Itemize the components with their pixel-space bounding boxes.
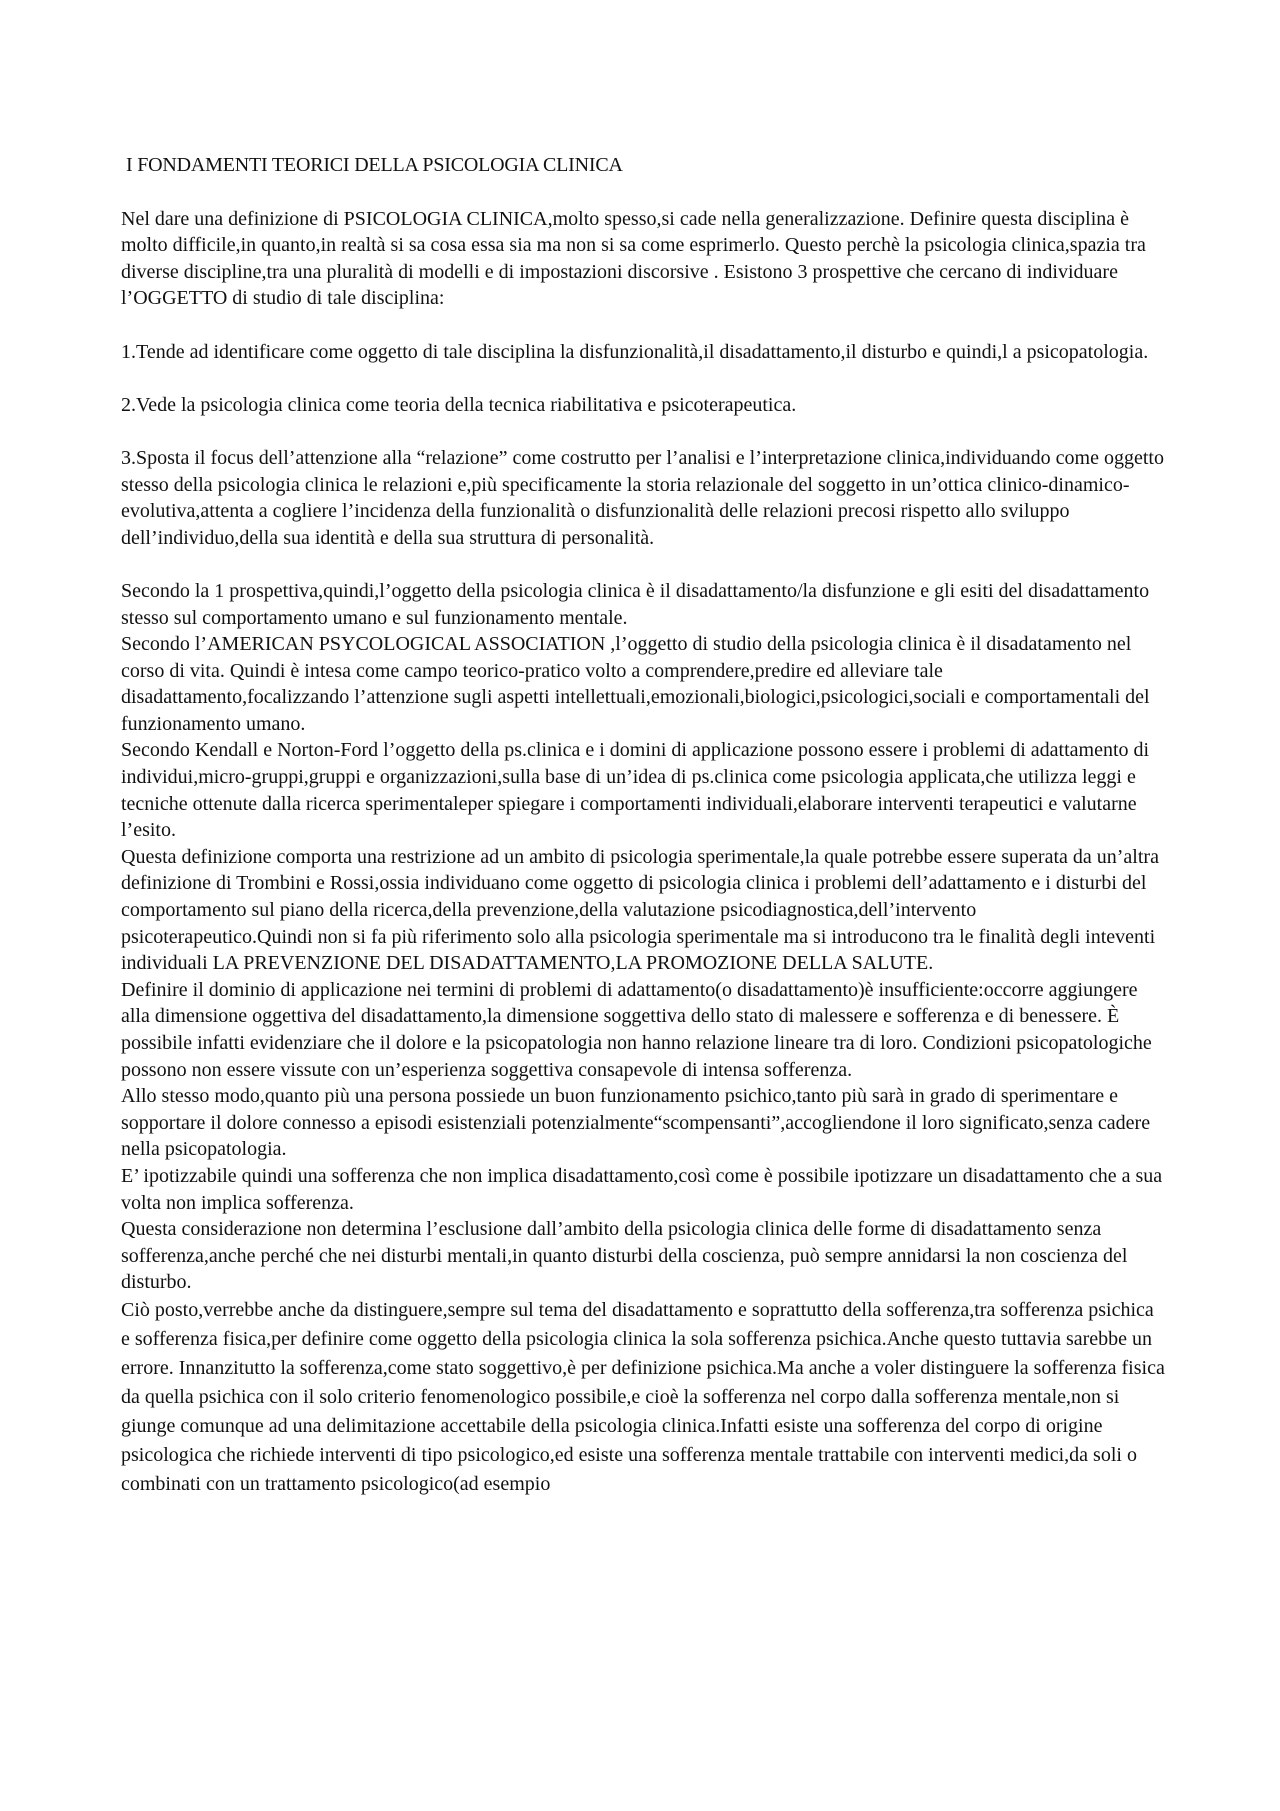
document-title: I FONDAMENTI TEORICI DELLA PSICOLOGIA CLINICA [126,154,623,176]
perspective-1-paragraph: 1.Tende ad identificare come oggetto di tale disciplina la disfunzionalità,il disadattamento,il disturbo e quindi,l a psicopatologia. [121,340,1149,363]
apa-definition-paragraph: Secondo l’AMERICAN PSYCOLOGICAL ASSOCIATION ,l’oggetto di studio della psicologia clinica è il disadatamento nel corso di vita. Quindi è intesa come campo teorico-pratico volto a comprendere,predire ed alleviare tale disadattamento,focalizzando l’attenzione sugli aspetti intellettuali,emozionali,biologici,psicologici,sociali e comportamentali del funzionamento umano. [121,633,1150,735]
physical-psychic-suffering-paragraph: Ciò posto,verrebbe anche da distinguere,sempre sul tema del disadattamento e soprattutto della sofferenza,tra sofferenza psichica e sofferenza fisica,per definire come oggetto della psicologia clinica la sola sofferenza psichica.Anche questo tuttavia sarebbe un errore. Innanzitutto la sofferenza,come stato soggettivo,è per definizione psichica.Ma anche a voler distinguere la sofferenza fisica da quella psichica con il solo criterio fenomenologico possibile,e cioè la sofferenza nel corpo dalla sofferenza mentale,non si giunge comunque ad una delimitazione accettabile della psicologia clinica.Infatti esiste una sofferenza del corpo di origine psicologica che richiede interventi di tipo psicologico,ed esiste una sofferenza mentale trattabile con interventi medici,da soli o combinati con un trattamento psicologico(ad esempio [121,1298,1165,1495]
psychic-functioning-paragraph: Allo stesso modo,quanto più una persona possiede un buon funzionamento psichico,tanto più sarà in grado di sperimentare e sopportare il dolore connesso a episodi esistenziali potenzialmente“scompensanti”,accogliendone il loro significato,senza cadere nella psicopatologia. [121,1085,1151,1161]
suffering-maladjustment-paragraph: E’ ipotizzabile quindi una sofferenza che non implica disadattamento,così come è possibile ipotizzare un disadattamento che a sua volta non implica sofferenza. [121,1164,1163,1214]
document-body [121,152,1166,1499]
perspective-2-paragraph: 2.Vede la psicologia clinica come teoria della tecnica riabilitativa e psicoterapeutica. [121,393,797,416]
trombini-rossi-paragraph: Questa definizione comporta una restrizione ad un ambito di psicologia sperimentale,la quale potrebbe essere superata da un’altra definizione di Trombini e Rossi,ossia individuano come oggetto di psicologia clinica i problemi dell’adattamento e i disturbi del comportamento sul piano della ricerca,della prevenzione,della valutazione psicodiagnostica,dell’intervento psicoterapeutico.Quindi non si fa più riferimento solo alla psicologia sperimentale ma si introducono tra le finalità degli inteventi individuali LA PREVENZIONE DEL DISADATTAMENTO,LA PROMOZIONE DELLA SALUTE. [121,845,1159,975]
intro-paragraph: Nel dare una definizione di PSICOLOGIA CLINICA,molto spesso,si cade nella generalizzazione. Definire questa disciplina è molto difficile,in quanto,in realtà si sa cosa essa sia ma non si sa come esprimerlo. Questo perchè la psicologia clinica,spazia tra diverse discipline,tra una pluralità di modelli e di impostazioni discorsive . Esistono 3 prospettive che cercano di individuare l’OGGETTO di studio di tale disciplina: [121,207,1146,310]
kendall-norton-ford-paragraph: Secondo Kendall e Norton-Ford l’oggetto della ps.clinica e i domini di applicazione possono essere i problemi di adattamento di individui,micro-gruppi,gruppi e organizzazioni,sulla base di un’idea di ps.clinica come psicologia applicata,che utilizza leggi e tecniche ottenute dalla ricerca sperimentaleper spiegare i comportamenti individuali,elaborare interventi terapeutici e valutarne l’esito. [121,739,1150,842]
physical-psychic-suffering-section [121,1296,1166,1499]
subjective-dimension-paragraph: Definire il dominio di applicazione nei termini di problemi di adattamento(o disadattamento)è insufficiente:occorre aggiungere alla dimensione oggettiva del disadattamento,la dimensione soggettiva dello stato di malessere e sofferenza e di benessere. È possibile infatti evidenziare che il dolore e la psicopatologia non hanno relazione lineare tra di loro. Condizioni psicopatologiche possono non essere vissute con un’esperienza soggettiva consapevole di intensa sofferenza. [121,978,1152,1081]
perspective-3-paragraph: 3.Sposta il focus dell’attenzione alla “relazione” come costrutto per l’analisi e l’interpretazione clinica,individuando come oggetto stesso della psicologia clinica le relazioni e,più specificamente la storia relazionale del soggetto in un’ottica clinico-dinamico-evolutiva,attenta a cogliere l’incidenza della funzionalità o disfunzionalità delle relazioni precosi rispetto allo sviluppo dell’individuo,della sua identità e della sua struttura di personalità. [121,446,1164,549]
exclusion-consideration-paragraph: Questa considerazione non determina l’esclusione dall’ambito della psicologia clinica delle forme di disadattamento senza sofferenza,anche perché che nei disturbi mentali,in quanto disturbi della coscienza, può sempre annidarsi la non coscienza del disturbo. [121,1218,1128,1294]
first-perspective-paragraph: Secondo la 1 prospettiva,quindi,l’oggetto della psicologia clinica è il disadattamento/la disfunzione e gli esiti del disadattamento stesso sul comportamento umano e sul funzionamento mentale. [121,579,1150,629]
